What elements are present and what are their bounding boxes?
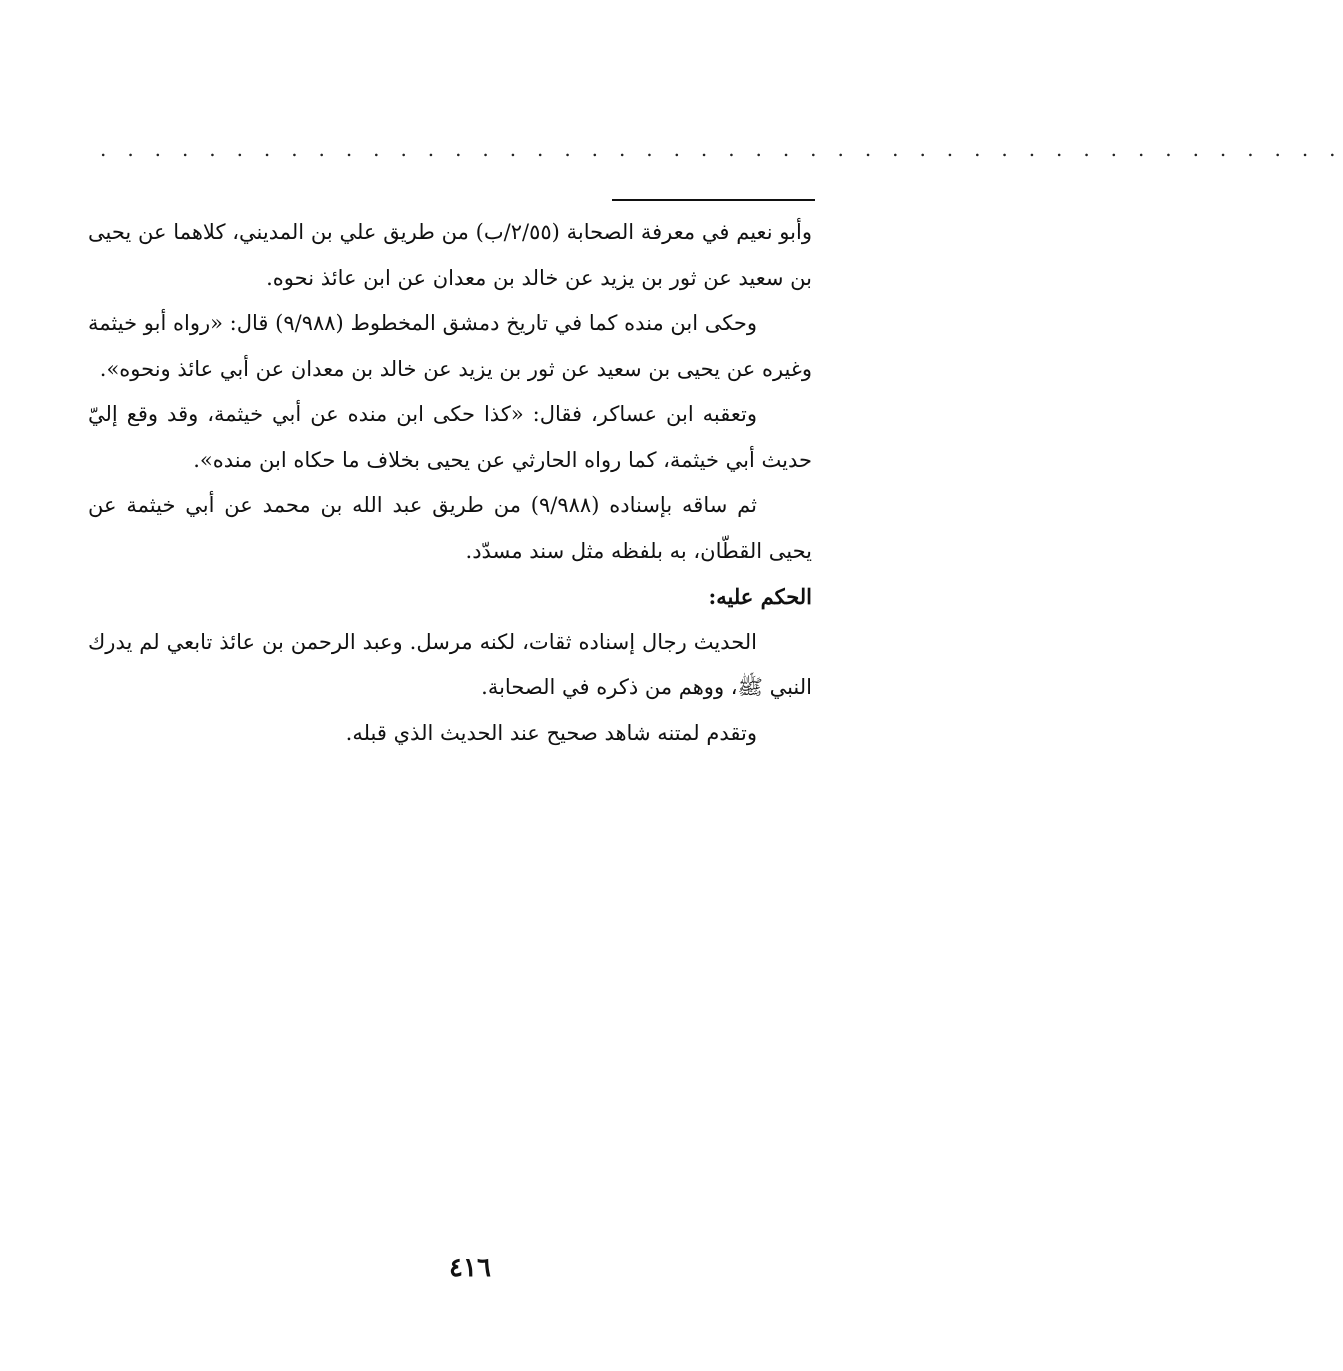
ruling-paragraph: الحديث رجال إسناده ثقات، لكنه مرسل. وعبد الرحمن بن عائذ تابعي لم يدرك النبي ﷺ، ووهم من ذكره في الصحابة. <box>88 629 812 699</box>
footnote-paragraph: وحكى ابن منده كما في تاريخ دمشق المخطوط (٩/٩٨٨) قال: «رواه أبو خيثمة وغيره عن يحيى بن سعيد عن ثور بن يزيد عن خالد بن معدان عن أبي عائذ ونحوه». <box>88 311 812 381</box>
footnote-paragraph: وأبو نعيم في معرفة الصحابة (٢/٥٥/ب) من طريق علي بن المديني، كلاهما عن يحيى بن سعيد عن ثور بن يزيد عن خالد بن معدان عن ابن عائذ نحوه. <box>88 220 812 290</box>
footnote-paragraph: وتعقبه ابن عساكر، فقال: «كذا حكى ابن منده عن أبي خيثمة، وقد وقع إليّ حديث أبي خيثمة، كما رواه الحارثي عن يحيى بخلاف ما حكاه ابن منده». <box>88 402 812 472</box>
footnote-paragraph: ثم ساقه بإسناده (٩/٩٨٨) من طريق عبد الله بن محمد عن أبي خيثمة عن يحيى القطّان، به بلفظه مثل سند مسدّد. <box>88 493 812 563</box>
page-number: ٤١٦ <box>449 1253 491 1283</box>
separator-dots: . . . . . . . . . . . . . . . . . . . . . . . . . . . . . . . . . . . . . . . . . . . . . . <box>100 137 1343 161</box>
ruling-paragraph: وتقدم لمتنه شاهد صحيح عند الحديث الذي قبله. <box>345 720 757 745</box>
footnote-separator-rule <box>612 199 815 201</box>
page-body <box>88 210 812 756</box>
ruling-heading: الحكم عليه: <box>708 584 812 609</box>
